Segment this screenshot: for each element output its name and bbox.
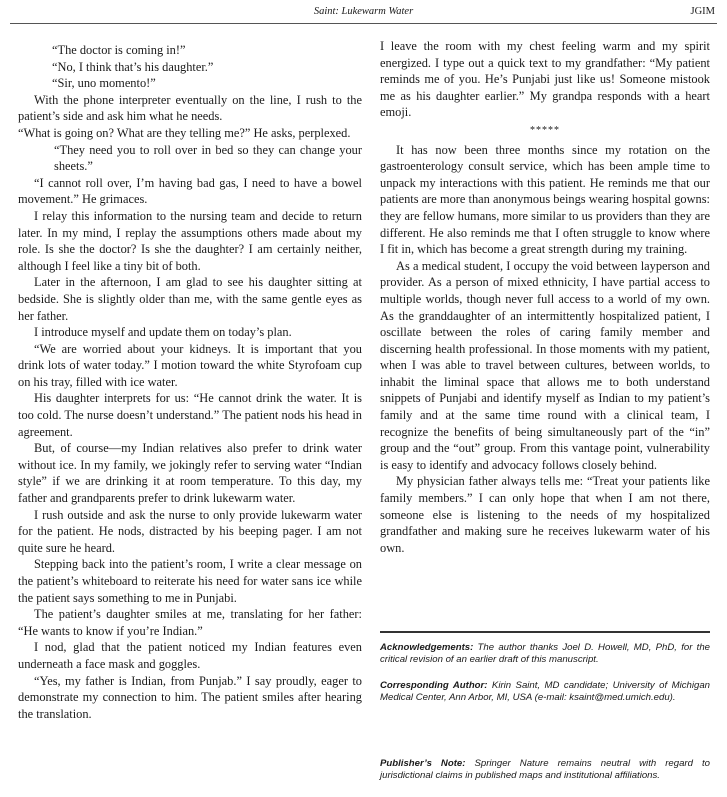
paragraph: My physician father always tells me: “Treat your patients like family members.” I can only hope that when I am not there, someone else is listening to the needs of my hospitalized grandfather and making sure he receives lukewarm water of his own. [380, 474, 710, 555]
paragraph: “What is going on? What are they telling me?” He asks, perplexed. [18, 125, 351, 140]
acknowledgements-label: Acknowledgements: [380, 642, 474, 653]
paragraph: Later in the afternoon, I am glad to see his daughter sitting at bedside. She is slightly older than me, with the same gentle eyes as her father. [18, 275, 362, 323]
running-title: Saint: Lukewarm Water [313, 6, 414, 17]
paragraph: “I cannot roll over, I’m having bad gas, I need to have a bowel movement.” He grimaces. [18, 175, 362, 207]
running-header [0, 6, 727, 20]
paragraph: As a medical student, I occupy the void between layperson and provider. As a person of mixed ethnicity, I have partial access to multiple worlds, though never full access to a world of my own. As the granddaughter of an intermittently hospitalized patient, I oscillate between the roles of caring family member and discerning health professional. In those moments with my patient, when I was able to travel between cultures, between worlds, to inhabit the liminal space that allows me to both understand snippets of Punjabi and identify myself as Indian to my patient’s family and at the same time round with a clinical team, I recognize the benefits of being simultaneously part of the “in” group and the “out” group. From this vantage point, vulnerability is easy to identify and advocacy follows closely behind. [380, 258, 710, 472]
paragraph: “Sir, uno momento!” [52, 76, 156, 91]
right-column [380, 38, 710, 556]
paragraph: But, of course—my Indian relatives also prefer to drink water without ice. In my family, we jokingly refer to serving water “Indian style” if we are drinking it at room temperature. To this day, my father and grandparents prefer to drink lukewarm water. [18, 441, 362, 506]
paragraph: “The doctor is coming in!” [52, 43, 186, 57]
section-separator: ***** [530, 124, 560, 136]
journal-name: JGIM [690, 6, 715, 17]
paragraph: I nod, glad that the patient noticed my Indian features even underneath a face mask and goggles. [18, 640, 362, 671]
left-column [18, 42, 362, 722]
paragraph: I leave the room with my chest feeling warm and my spirit energized. I type out a quick text to my grandfather: “My patient reminds me of you. He’s Punjabi just like us! Someone mistook me as his daughter earlier.” My grandpa responds with a heart emoji. [380, 39, 710, 120]
header-divider [10, 23, 717, 24]
paragraph: It has now been three months since my rotation on the gastroenterology consult service, which has been ample time to unpack my interactions with this patient. He reminds me that our patients are more than anonymous beings wearing hospital gowns: they are fellow humans, more similar to us providers than they are different. He also reminds me that I often struggle to know where I fit in, which has become a great strength during my training. [380, 142, 710, 257]
corresponding-author-text: Kirin Saint, MD candidate; University of Michigan Medical Center, Ann Arbor, MI, USA (e-mail: ksaint@med.umich.edu). [380, 680, 710, 704]
paragraph: His daughter interprets for us: “He cannot drink the water. It is too cold. The nurse doesn’t understand.” The patient nods his head in agreement. [18, 391, 362, 439]
acknowledgements-text: The author thanks Joel D. Howell, MD, PhD, for the critical revision of an earlier draft of this manuscript. [380, 642, 710, 666]
paragraph: The patient’s daughter smiles at me, translating for her father: “He wants to know if you’re Indian.” [18, 607, 362, 638]
corresponding-author-note [380, 680, 710, 705]
paragraph: I relay this information to the nursing team and decide to return later. In my mind, I replay the assumptions others made about my role. Is she the doctor? Is she the daughter? I am certainly neither, although I feel like a tiny bit of both. [18, 208, 362, 273]
paragraph: “They need you to roll over in bed so they can change your sheets.” [54, 142, 362, 174]
acknowledgements-note [380, 642, 710, 667]
paragraph: “Yes, my father is Indian, from Punjab.” I say proudly, eager to demonstrate my connection to him. The patient smiles after hearing the translation. [18, 673, 362, 721]
publisher-note [380, 758, 710, 783]
paragraph: “No, I think that’s his daughter.” [52, 59, 214, 74]
paragraph: “We are worried about your kidneys. It is important that you drink lots of water today.” I motion toward the white Styrofoam cup on his tray, filled with ice water. [18, 341, 362, 389]
paragraph: I introduce myself and update them on today’s plan. [34, 325, 292, 340]
corresponding-author-label: Corresponding Author: [380, 680, 488, 691]
notes-divider [380, 631, 710, 633]
paragraph: With the phone interpreter eventually on the line, I rush to the patient’s side and ask him what he needs. [18, 92, 362, 124]
publisher-note-text: Springer Nature remains neutral with regard to jurisdictional claims in published maps and institutional affiliations. [380, 758, 710, 782]
publisher-note-label: Publisher’s Note: [380, 758, 466, 769]
paragraph: Stepping back into the patient’s room, I write a clear message on the patient’s whiteboard to reiterate his need for water sans ice while the patient says something to me in Punjabi. [18, 557, 362, 605]
paragraph: I rush outside and ask the nurse to only provide lukewarm water for the patient. He nods, distracted by his beeping pager. I am not quite sure he heard. [18, 507, 362, 555]
